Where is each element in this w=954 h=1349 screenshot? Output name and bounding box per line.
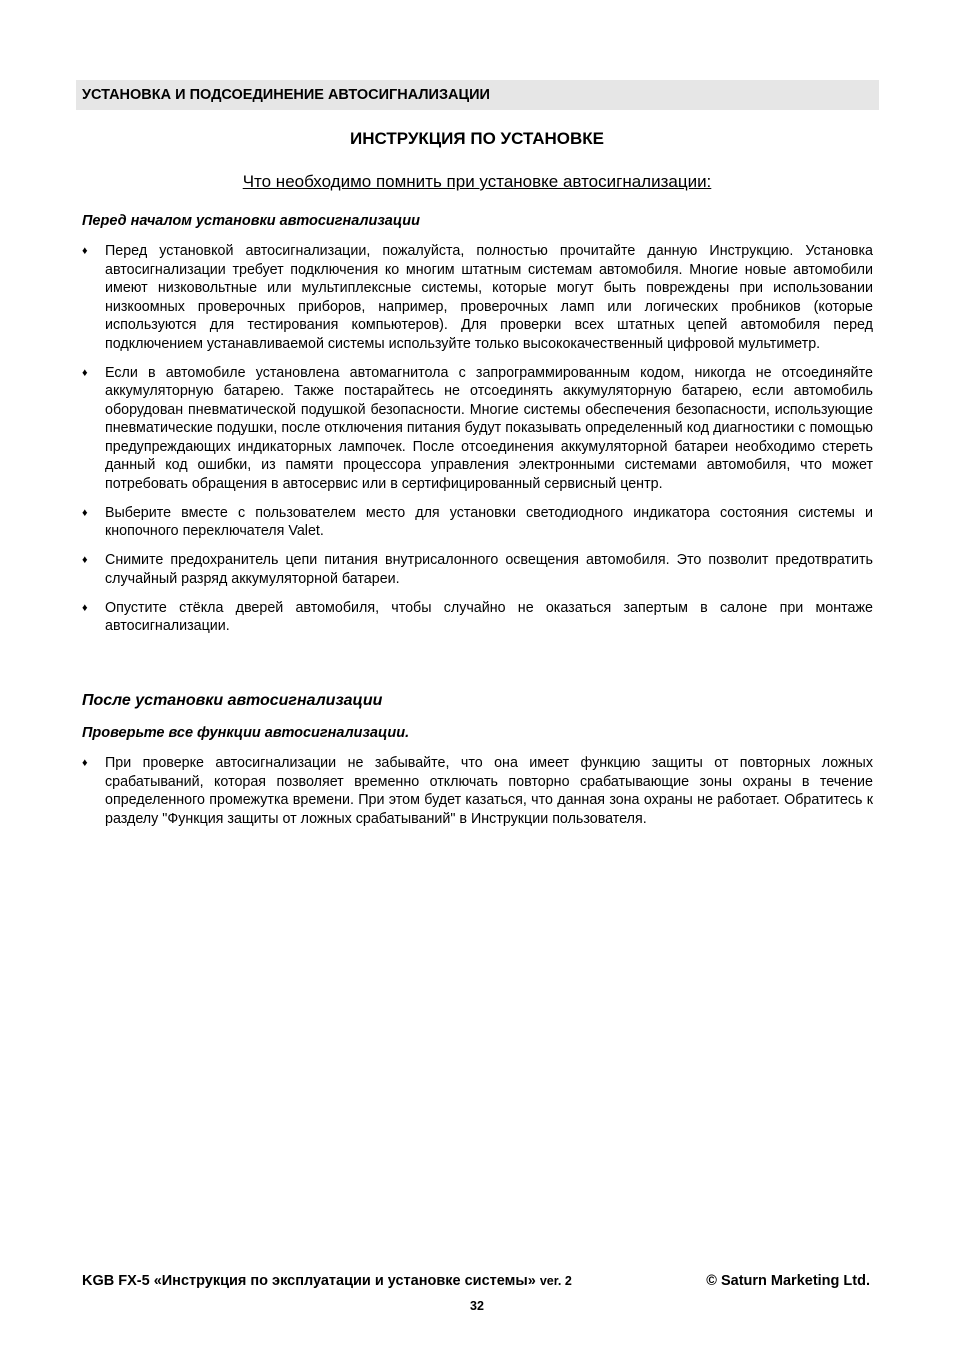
- list-item: [82, 599, 873, 636]
- page-subtitle: Что необходимо помнить при установке автосигнализации:: [242, 172, 712, 191]
- list-item: [82, 364, 873, 494]
- after-install-list: [82, 754, 873, 839]
- bullet-diamond-icon: ♦: [82, 245, 88, 257]
- list-item-text: Снимите предохранитель цепи питания внутрисалонного освещения автомобиля. Это позволит предотвратить случайный разряд аккумуляторной батареи.: [105, 552, 873, 587]
- check-functions-heading: Проверьте все функции автосигнализации.: [82, 725, 410, 741]
- list-item-text: При проверке автосигнализации не забывайте, что она имеет функцию защиты от повторных ложных срабатываний, которая позволяет временно отключать повторно срабатывающие зоны охраны в течение определенного промежутка времени. При этом будет казаться, что данная зона охраны не работает. Обратитесь к разделу "Функция защиты от ложных срабатываний" в Инструкции пользователя.: [105, 755, 873, 827]
- before-install-heading: Перед началом установки автосигнализации: [82, 213, 420, 229]
- bullet-diamond-icon: ♦: [82, 757, 88, 769]
- section-header: УСТАНОВКА И ПОДСОЕДИНЕНИЕ АВТОСИГНАЛИЗАЦИИ: [76, 80, 879, 110]
- footer-document-title: [82, 1273, 572, 1289]
- bullet-diamond-icon: ♦: [82, 366, 88, 379]
- list-item-text: Опустите стёкла дверей автомобиля, чтобы случайно не оказаться запертым в салоне при монтаже автосигнализации.: [105, 599, 873, 634]
- list-item-text: Выберите вместе с пользователем место для установки светодиодного индикатора состояния системы и кнопочного переключателя Valet.: [105, 504, 873, 539]
- list-item: [82, 242, 873, 353]
- bullet-diamond-icon: ♦: [82, 506, 88, 519]
- footer-version: ver. 2: [539, 1274, 572, 1288]
- page-title: ИНСТРУКЦИЯ ПО УСТАНОВКЕ: [349, 129, 605, 148]
- list-item-text: Перед установкой автосигнализации, пожалуйста, полностью прочитайте данную Инструкцию. Установка автосигнализации требует подключения ко многим штатным системам автомобиля. Многие новые автомобили имеют низковольтные или мультиплексные системы, которые могут быть повреждены при использовании низкоомных проверочных приборов, например, проверочных ламп или логических пробников (которые используются для тестирования компьютеров). Для проверки всех штатных цепей автомобиля перед подключением устанавливаемой системы используйте только высококачественный цифровой мультиметр.: [105, 243, 873, 352]
- list-item: [82, 551, 873, 588]
- footer-copyright: © Saturn Marketing Ltd.: [706, 1273, 870, 1289]
- before-install-list: [82, 242, 873, 646]
- footer-title: KGB FX-5 «Инструкция по эксплуатации и установке системы»: [82, 1273, 536, 1289]
- list-item: [82, 504, 873, 541]
- bullet-diamond-icon: ♦: [82, 601, 88, 614]
- list-item: [82, 754, 873, 828]
- bullet-diamond-icon: ♦: [82, 554, 88, 566]
- after-install-heading: После установки автосигнализации: [82, 692, 383, 709]
- list-item-text: Если в автомобиле установлена автомагнитола с запрограммированным кодом, никогда не отсоединяйте аккумуляторную батарею. Также постарайтесь не отсоединять аккумуляторную батарею, если автомобиль оборудован пневматической подушкой безопасности. Многие системы обеспечения безопасности, использующие пневматические подушки, после отключения питания будут показывать определенный код диагностики с помощью предупреждающих индикаторных лампочек. После отсоединения аккумуляторной батареи необходимо стереть данный код ошибки, из памяти процессора управления электронными системами автомобиля, что может потребовать обращения в автосервис или в сертифицированный сервисный центр.: [105, 364, 873, 492]
- page-number: 32: [470, 1299, 484, 1313]
